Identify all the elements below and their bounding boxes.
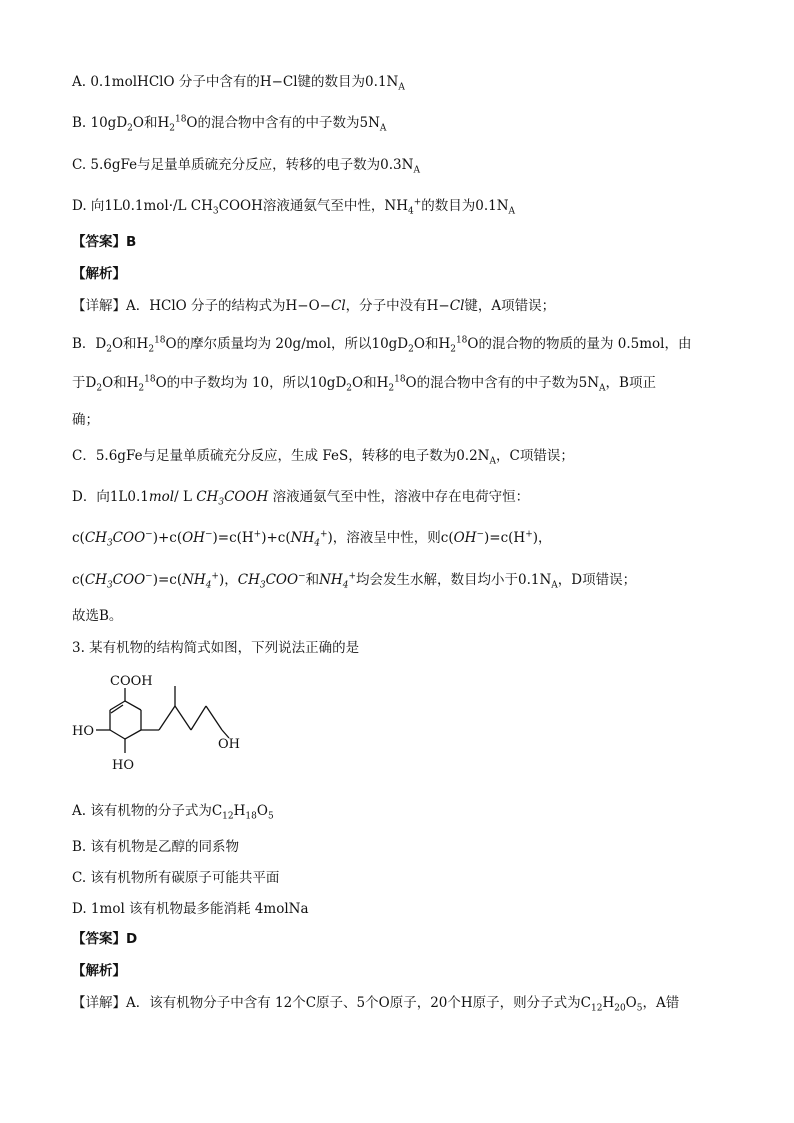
ho-label-left: HO (72, 724, 94, 739)
q2-answer: 【答案】B (72, 234, 137, 250)
q2-detail-d1: D．向1L0.1mol/ L $CH_3COOH$ 溶液通氨气至中性，溶液中存在电荷守恒： (72, 489, 530, 508)
q3-option-a: A. 该有机物的分子式为$C_{12}H_{18}O_5$ (72, 803, 274, 822)
q3-analysis-label: 【解析】 (72, 963, 126, 979)
q2-conclusion: 故选B。 (72, 608, 123, 624)
q2-detail-d3: $c(CH_3COO^-)=c(NH_4^+)$，$CH_3COO^-$和$NH_4^+$均会发生水解，数目均小于$0.1N_A$，D项错误； (72, 571, 637, 591)
q2-option-c: C. 5.6gFe与足量单质硫充分反应，转移的电子数为$0.3N_A$ (72, 157, 420, 176)
cooh-label: COOH (110, 674, 153, 689)
q2-option-d: D. 向1L0.1mol·/L $CH_3COOH$溶液通氨气至中性，$NH_4^+$的数目为$0.1N_A$ (72, 197, 516, 217)
oh-label-right: OH (218, 737, 240, 752)
q2-detail-a: 【详解】A．HClO 分子的结构式为H−O−Cl，分子中没有H−Cl键，A项错误； (72, 298, 556, 314)
q3-detail-a: 【详解】A．该有机物分子中含有 12个C原子、5个O原子，20个H原子，则分子式为$C_{12}H_{20}O_5$，A错 (72, 995, 680, 1014)
q2-detail-c: C．5.6gFe与足量单质硫充分反应，生成 FeS，转移的电子数为$0.2N_A$，C项错误； (72, 448, 574, 467)
q3-answer: 【答案】D (72, 931, 138, 947)
q3-option-b: B. 该有机物是乙醇的同系物 (72, 839, 240, 855)
q3-stem: 3. 某有机物的结构简式如图，下列说法正确的是 (72, 640, 360, 656)
q3-option-c: C. 该有机物所有碳原子可能共平面 (72, 870, 280, 886)
q2-detail-d2: $c(CH_3COO^-)+c(OH^-)=c(H^+)+c(NH_4^+)$，溶液呈中性，则c(OH−)=c(H+)， (72, 529, 552, 549)
q3-structure-diagram (72, 668, 252, 780)
q2-option-a: A. 0.1molHClO 分子中含有的H−Cl键的数目为$0.1N_A$ (72, 74, 405, 93)
q2-analysis-label: 【解析】 (72, 266, 126, 282)
ho-label-bottom: HO (112, 758, 134, 773)
q2-detail-b3: 确； (72, 412, 99, 428)
q2-detail-b2: 于$D_2O$和$H_2^{18}O$的中子数均为 10，所以$10gD_2O$和$H_2^{18}O$的混合物中含有的中子数为$5N_A$，B项正 (72, 374, 656, 394)
q2-detail-b1: B．$D_2O$和$H_2^{18}O$的摩尔质量均为 20g/mol，所以$10gD_2O$和$H_2^{18}O$的混合物的物质的量为 0.5mol，由 (72, 335, 692, 355)
q3-option-d: D. 1mol 该有机物最多能消耗 4molNa (72, 901, 309, 917)
q2-option-b: B. $10gD_2O$和$H_2^{18}O$的混合物中含有的中子数为$5N_A$ (72, 114, 387, 134)
